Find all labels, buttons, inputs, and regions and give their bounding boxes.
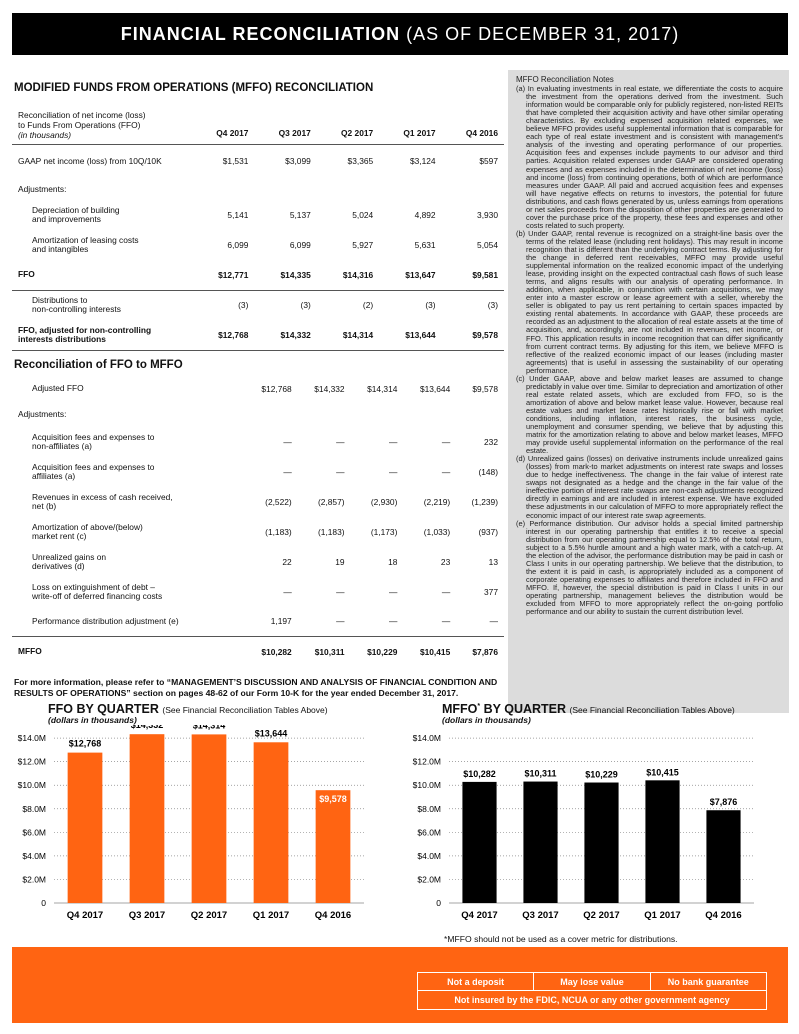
row-value: $14,314 — [317, 320, 379, 350]
row-value: 5,054 — [477, 240, 498, 250]
row-label: Depreciation of building and improvements — [32, 205, 120, 224]
row-value: — — [336, 436, 345, 447]
row-value: 13 — [488, 556, 498, 567]
table-row — [12, 290, 504, 320]
row-value: $14,314 — [367, 383, 398, 394]
row-value: 232 — [484, 436, 498, 447]
ffo-chart-title: FFO BY QUARTER (See Financial Reconciliation Tables Above) — [48, 702, 328, 716]
bar — [584, 783, 618, 903]
row-value: $14,335 — [254, 260, 316, 290]
row-value: $10,311 — [314, 646, 345, 657]
row-value: (1,183) — [265, 526, 292, 537]
note-d: (d) Unrealized gains (losses) on derivative instruments include unrealized gains (losses) from mark-to market adjustments on interest rate swaps and losses due to hedge ineffectiveness. The change in the fair value of interest rate swaps not designated as a hedge and the change in the fair value of the ineffective portion of interest rate swaps are non-cash adjustments recognized directly in earnings and are included in interest expense. We have excluded these adjustments in our calculation of MFFO to more appropriately reflect the economic impact of our interest rate swap agreements. — [516, 454, 783, 520]
disclaimer-bottom: Not insured by the FDIC, NCUA or any other government agency — [454, 995, 730, 1005]
y-tick-label: $8.0M — [417, 803, 441, 814]
row-value: (3) — [487, 300, 498, 311]
row-value: (3) — [238, 300, 249, 311]
bar — [706, 810, 740, 903]
row-value: — — [456, 607, 504, 637]
table-footnote: For more information, please refer to “MANAGEMENT’S DISCUSSION AND ANALYSIS OF FINANCIAL CONDITION AND RESULTS OF OPERATIONS” section on pages 48-62 of our Form 10-K for the year ended December 31, 2017. — [14, 676, 498, 698]
bar-value-label: $12,768 — [68, 738, 102, 749]
mffo-bar-chart — [404, 725, 774, 935]
bar-value-label: $7,876 — [709, 797, 738, 808]
table-row — [12, 517, 504, 547]
row-value: (3) — [300, 300, 311, 311]
table-row — [12, 577, 504, 607]
row-value: $12,768 — [192, 320, 254, 350]
note-b: (b) Under GAAP, rental revenue is recognized on a straight-line basis over the terms of the related lease (including rent holidays). This may result in income recognition that is different than the underlying contract terms. By adjusting for the change in deferred rent receivables, MFFO may provide useful supplemental information on the realized economic impact of the underlying lease, providing insight on the expected contractual cash flows of such lease terms, and aligns results with our analysis of operating performance. In addition, when applicable, in conjunction with certain acquisitions, we may enter into a master escrow or lease agreement with a seller, whereby the seller is obligated to pay us rent pertaining to certain spaces impacted by existing rental abatements. In accordance with GAAP, these proceeds are recorded as an adjustment to the allocation of real estate assets at the time of acquisition, and, accordingly, are not included in revenues, net income, or FFO. This application results in income recognition that can differ significantly from current contract terms. By adjusting for this item, we believe MFFO is reflective of the realized economic impact of our leases (including master agreements) that is useful in assessing the sustainability of our operating performance. — [516, 228, 783, 375]
row-value: (1,173) — [370, 526, 398, 537]
row-value — [254, 178, 316, 200]
period-header: Q2 2017 — [317, 94, 379, 144]
x-tick-label: Q4 2016 — [705, 910, 742, 921]
y-tick-label: $14.0M — [17, 733, 46, 744]
mffo-chart-subtitle: (dollars in thousands) — [442, 715, 531, 725]
row-value — [456, 403, 504, 427]
row-value: 6,099 — [227, 240, 249, 250]
row-value — [298, 403, 351, 427]
row-value: $3,124 — [409, 156, 436, 167]
row-value: (148) — [478, 466, 498, 477]
bar-value-label: $10,311 — [524, 768, 557, 779]
y-tick-label: $12.0M — [412, 756, 441, 767]
table-row — [12, 375, 504, 403]
bar — [130, 734, 165, 903]
row-value: — — [389, 586, 398, 597]
row-value: (2,857) — [318, 496, 345, 507]
row-value: $12,771 — [192, 260, 254, 290]
bar-value-label: $9,578 — [319, 794, 347, 805]
row-value — [192, 178, 254, 200]
row-label: MFFO — [18, 646, 42, 657]
table-row — [12, 607, 504, 637]
investment-disclaimer — [417, 972, 767, 1010]
x-tick-label: Q4 2017 — [461, 910, 498, 921]
x-tick-label: Q3 2017 — [128, 910, 166, 921]
y-tick-label: 0 — [436, 898, 441, 908]
y-tick-label: $6.0M — [22, 827, 46, 838]
period-header: Q4 2017 — [192, 94, 254, 144]
bar — [316, 790, 351, 903]
y-tick-label: 0 — [41, 898, 46, 908]
row-value: (937) — [478, 526, 498, 537]
row-value: $13,647 — [379, 260, 441, 290]
row-value: 4,892 — [414, 210, 436, 220]
disclaimer-item: May lose value — [533, 973, 649, 990]
row-value: (2,522) — [265, 496, 292, 507]
bar-value-label: $10,282 — [463, 768, 496, 779]
bar-value-label: $13,644 — [254, 728, 288, 739]
table-row — [12, 487, 504, 517]
x-tick-label: Q2 2017 — [583, 910, 620, 921]
page-banner — [12, 13, 788, 55]
row-value: $13,644 — [379, 320, 441, 350]
y-tick-label: $4.0M — [22, 850, 46, 861]
row-value: $1,531 — [222, 156, 249, 167]
notes-heading: MFFO Reconciliation Notes — [516, 75, 614, 84]
x-tick-label: Q2 2017 — [190, 910, 228, 921]
row-value: 5,137 — [289, 210, 311, 220]
row-value: — — [298, 607, 351, 637]
table-row — [12, 144, 504, 178]
row-value: 6,099 — [289, 240, 311, 250]
row-value: (2,930) — [370, 496, 398, 507]
row-value: $13,644 — [419, 383, 451, 394]
row-label: Amortization of above/(below) market rent (c) — [32, 521, 143, 541]
row-value — [379, 178, 441, 200]
row-value: — — [351, 607, 404, 637]
bar — [645, 780, 679, 903]
row-value: 5,024 — [352, 210, 374, 220]
row-value: $3,365 — [347, 156, 374, 167]
row-label: Adjustments: — [18, 183, 67, 194]
disclaimer-item: No bank guarantee — [650, 973, 766, 990]
row-label: Acquisition fees and expenses to non-affiliates (a) — [32, 431, 155, 451]
y-tick-label: $4.0M — [417, 850, 441, 861]
y-tick-label: $14.0M — [412, 733, 441, 744]
row-value: — — [389, 466, 398, 477]
row-value: — — [403, 607, 456, 637]
row-value — [351, 403, 404, 427]
row-value: 5,141 — [227, 210, 249, 220]
row-value: $9,578 — [442, 320, 504, 350]
y-tick-label: $2.0M — [417, 874, 441, 885]
y-tick-label: $10.0M — [17, 780, 46, 791]
row-value: $7,876 — [472, 646, 498, 657]
row-value: — — [283, 466, 292, 477]
row-value: $597 — [479, 156, 498, 167]
row-label: Performance distribution adjustment (e) — [12, 607, 245, 637]
y-tick-label: $2.0M — [22, 874, 46, 885]
row-value: 23 — [440, 556, 451, 567]
row-label: GAAP net income (loss) from 10Q/10K — [18, 155, 162, 166]
row-value: (1,183) — [318, 526, 345, 537]
mffo-table-title: MODIFIED FUNDS FROM OPERATIONS (MFFO) RECONCILIATION — [14, 82, 374, 94]
ffo-chart — [14, 702, 394, 942]
y-tick-label: $10.0M — [412, 780, 441, 791]
row-value: $9,578 — [472, 383, 498, 394]
row-label: Loss on extinguishment of debt – write-off of deferred financing costs — [32, 581, 163, 601]
table-row — [12, 427, 504, 457]
row-label: Adjustments: — [18, 409, 67, 419]
x-tick-label: Q1 2017 — [252, 910, 290, 921]
x-tick-label: Q3 2017 — [522, 910, 559, 921]
bar-value-label: $14,314 — [192, 725, 226, 731]
row-value — [403, 403, 456, 427]
row-value: — — [283, 586, 292, 597]
period-header: Q3 2017 — [254, 94, 316, 144]
row-value: — — [283, 436, 292, 447]
mffo-table — [12, 375, 504, 667]
row-value: $14,332 — [314, 383, 345, 394]
row-label: FFO, adjusted for non-controlling interests distributions — [12, 320, 192, 350]
banner-date: (AS OF DECEMBER 31, 2017) — [406, 24, 680, 44]
row-value: (2,219) — [423, 496, 451, 507]
row-label: Acquisition fees and expenses to affiliates (a) — [32, 461, 155, 481]
period-header: Q1 2017 — [379, 94, 441, 144]
bar — [462, 782, 496, 903]
bar — [192, 734, 227, 903]
row-label: Unrealized gains on derivatives (d) — [32, 551, 107, 571]
mffo-reconciliation — [12, 72, 504, 699]
table-header-row — [12, 94, 504, 144]
note-c: (c) Under GAAP, above and below market leases are assumed to change predictably in value over time. Similar to depreciation and amortization of other real estate related assets, which are excluded from FFO, so is the amortization of above and below market lease value. However, because real estate values and market lease rates historically rise or fall with market conditions, including inflation, interest rates, the business cycle, unemployment and consumer spending, we believe that by adjusting this matrix for the amortization relating to above and below market leases, MFFO may provide useful supplemental information on the performance of the real estate. — [516, 373, 783, 456]
table-header-label: Reconciliation of net income (loss) to Funds From Operations (FFO) (in thousands) — [12, 94, 192, 144]
bar — [254, 742, 289, 903]
row-value: — — [441, 586, 451, 597]
row-value: $12,768 — [261, 383, 292, 394]
table-row — [12, 178, 504, 200]
table-row — [12, 637, 504, 667]
mffo-chart — [404, 702, 784, 942]
bar — [523, 782, 557, 903]
y-tick-label: $12.0M — [17, 756, 46, 767]
x-tick-label: Q4 2016 — [314, 910, 352, 921]
row-value: 18 — [388, 556, 398, 567]
bar — [68, 753, 103, 903]
bar-value-label: $14,332 — [130, 725, 164, 731]
row-value: 3,930 — [477, 210, 498, 220]
table-row — [12, 260, 504, 290]
disclaimer-item: Not a deposit — [447, 977, 505, 987]
table-row — [12, 403, 504, 427]
row-label: Amortization of leasing costs and intangibles — [32, 235, 139, 254]
row-value: $10,282 — [261, 646, 292, 657]
x-tick-label: Q1 2017 — [644, 910, 681, 921]
note-a: (a) In evaluating investments in real estate, we differentiate the costs to acquire the investment from the operations derived from the investment. Such information would be comparable only for publicly registered, non-listed REITs that have completed their acquisition activity and have other similar operating characteristics. By excluding expensed acquisition related expenses, we believe MFFO provides useful supplemental information that is comparable for each type of real estate investment and is consistent with management’s analysis of the investing and operating performance of our properties. Acquisition fees and expenses include payments to our advisor and third parties. Acquisition related expenses under GAAP are considered operating expenses and as expenses included in the determination of net income (loss) and income (loss) from continuing operations, both of which are performance measures under GAAP. All paid and accrued acquisition fees and expenses will have negative effects on returns to investors, the potential for future distributions, and cash flows generated by us, unless earnings from operations or net sales proceeds from the disposition of other properties are generated to cover the purchase price of the property, these fees and expenses and other costs related to such property. — [516, 84, 783, 230]
ffo-table — [12, 94, 504, 351]
row-value: — — [336, 586, 345, 597]
row-value: 22 — [282, 556, 292, 567]
row-value: $10,229 — [367, 646, 398, 657]
mffo-chart-title: MFFO* BY QUARTER (See Financial Reconciliation Tables Above) — [442, 702, 735, 716]
mffo-notes — [508, 70, 789, 713]
ffo-chart-subtitle: (dollars in thousands) — [48, 715, 137, 725]
row-value: — — [336, 466, 345, 477]
row-value: — — [389, 436, 398, 447]
table-row — [12, 320, 504, 350]
row-value: 5,631 — [414, 240, 436, 250]
row-value: $14,316 — [317, 260, 379, 290]
row-value: 5,927 — [352, 240, 374, 250]
section2-title: Reconciliation of FFO to MFFO — [14, 358, 183, 371]
row-value: (1,033) — [423, 526, 451, 537]
bar-value-label: $10,229 — [585, 769, 618, 780]
row-value: $9,581 — [442, 260, 504, 290]
row-value — [442, 178, 504, 200]
table-row — [12, 200, 504, 230]
row-value: 1,197 — [245, 607, 298, 637]
y-tick-label: $8.0M — [22, 803, 46, 814]
table-row — [12, 547, 504, 577]
row-value: (1,239) — [471, 496, 498, 507]
row-label: Revenues in excess of cash received, net (b) — [32, 491, 173, 511]
row-value: — — [441, 436, 451, 447]
banner-title: FINANCIAL RECONCILIATION — [120, 24, 401, 44]
row-value: 19 — [335, 556, 345, 567]
note-e: (e) Performance distribution. Our advisor holds a special limited partnership interest in our operating partnership that entitles it to receive a special distribution from our operating partnership equal to 12.5% of the total return, subject to a 5.5% hurdle amount and a high water mark, with a catch-up. At the election of the advisor, the performance distribution may be paid in cash or Class I units in our operating partnership. We believe that the distribution, to the extent it is paid in cash, is appropriately included as a component of corporate operating expenses to affiliates and therefore included in FFO and MFFO. If, however, the special distribution is paid in Class I units in our operating partnership, management believes the distribution would be excluded from MFFO to more appropriately reflect the on-going portfolio performance and our ability to sustain the current distribution level. — [516, 518, 783, 617]
row-label: Adjusted FFO — [32, 383, 84, 393]
mffo-chart-footnote: *MFFO should not be used as a cover metric for distributions. — [444, 934, 678, 944]
row-value: — — [441, 466, 451, 477]
row-label: FFO — [12, 260, 192, 290]
bar-value-label: $10,415 — [646, 767, 679, 778]
y-tick-label: $6.0M — [417, 827, 441, 838]
row-value: (2) — [362, 300, 374, 311]
row-label: Distributions to non-controlling interests — [32, 295, 121, 315]
table-row — [12, 230, 504, 260]
row-value — [245, 403, 298, 427]
table-row — [12, 457, 504, 487]
row-value — [317, 178, 379, 200]
period-header: Q4 2016 — [442, 94, 504, 144]
ffo-bar-chart — [14, 725, 384, 935]
row-value: $14,332 — [254, 320, 316, 350]
row-value: 377 — [484, 586, 498, 597]
x-tick-label: Q4 2017 — [66, 910, 104, 921]
row-value: $3,099 — [285, 156, 311, 167]
row-value: $10,415 — [419, 646, 451, 657]
row-value: (3) — [425, 300, 436, 311]
